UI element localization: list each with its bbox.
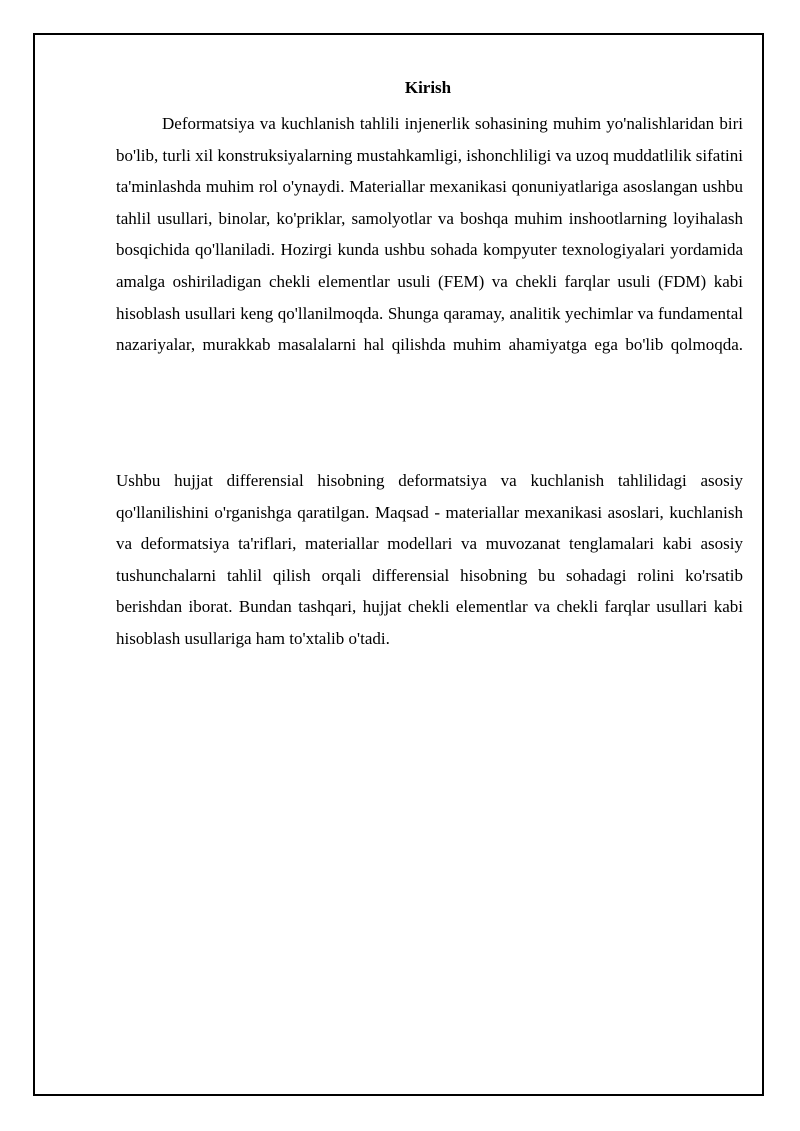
page-title: Kirish xyxy=(404,78,452,97)
intro-paragraph: Deformatsiya va kuchlanish tahlili injenerlik sohasining muhim yo'nalishlaridan biri bo'lib, turli xil konstruksiyalarning mustahkamligi, ishonchliligi va uzoq muddatlilik sifatini ta'minlashda muhim rol o'ynaydi. Materiallar mexanikasi qonuniyatlariga asoslangan ushbu tahlil usullari, binolar, ko'priklar, samolyotlar va boshqa muhim inshootlarning loyihalash bosqichida qo'llaniladi. Hozirgi kunda ushbu sohada kompyuter texnologiyalari yordamida amalga oshiriladigan chekli elementlar usuli (FEM) va chekli farqlar usuli (FDM) kabi hisoblash usullari keng qo'llanilmoqda. Shunga qaramay, analitik yechimlar va fundamental nazariyalar, murakkab masalalarni hal qilishda muhim ahamiyatga ega bo'lib qolmoqda. xyxy=(116,114,743,355)
purpose-paragraph: Ushbu hujjat differensial hisobning deformatsiya va kuchlanish tahlilidagi asosiy qo'llanilishini o'rganishga qaratilgan. Maqsad - materiallar mexanikasi asoslari, kuchlanish va deformatsiya ta'riflari, materiallar modellari va muvozanat tenglamalari kabi asosiy tushunchalarni tahlil qilish orqali differensial hisobning bu sohadagi rolini ko'rsatib berishdan iborat. Bundan tashqari, hujjat chekli elementlar va chekli farqlar usullari kabi hisoblash usullariga ham to'xtalib o'tadi. xyxy=(116,471,743,648)
